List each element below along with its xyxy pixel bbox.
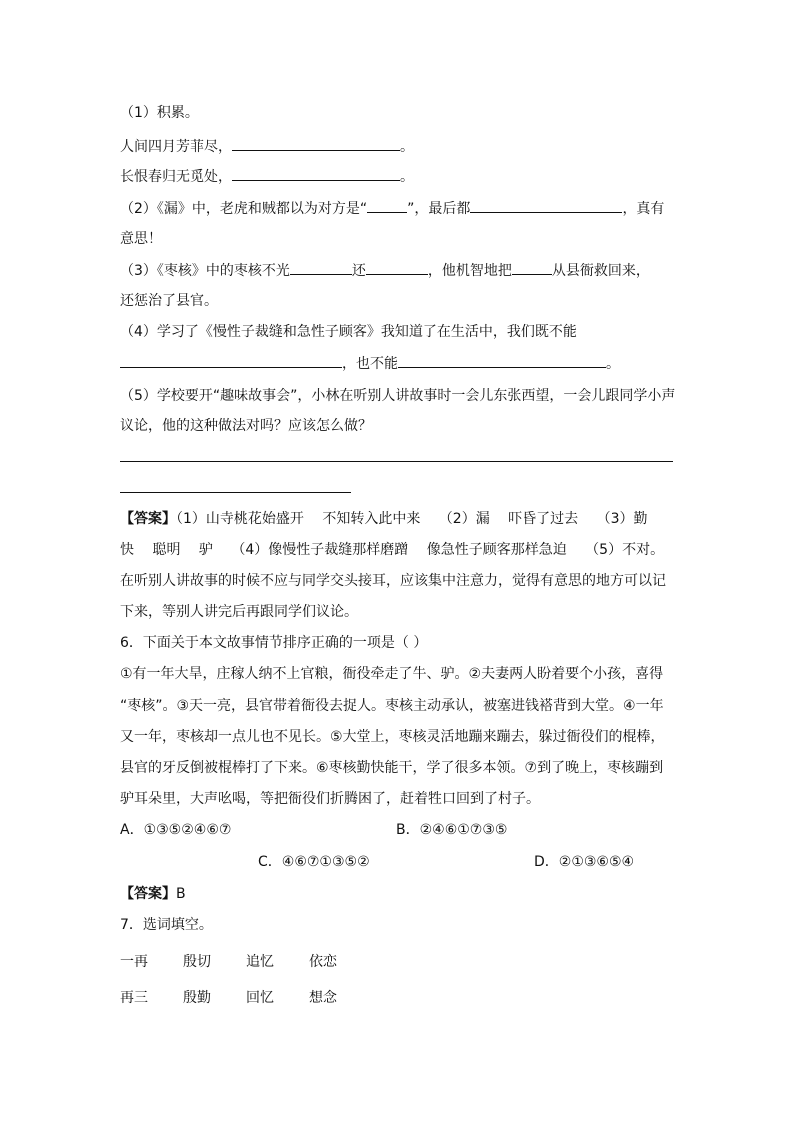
answer5-line4: 下来，等别人讲完后再跟同学们议论。 <box>120 604 358 620</box>
q6-passage-line4: 县官的牙反倒被棍棒打了下来。⑥枣核勤快能干，学了很多本领。⑦到了晚上，枣核蹦到 <box>120 760 664 776</box>
fill-blank[interactable] <box>120 353 342 368</box>
answer5-line1 <box>120 509 648 529</box>
q6-option-c[interactable]: C．④⑥⑦①③⑤② <box>258 854 370 870</box>
fill-blank[interactable] <box>470 198 622 213</box>
answer-line-long[interactable] <box>120 461 673 462</box>
q5-part4-line2 <box>120 353 620 374</box>
poem-line2-end: 。 <box>400 169 414 185</box>
poem-line1-end: 。 <box>400 139 414 155</box>
q6-answer-value: B <box>176 886 186 902</box>
q5-part1-line2 <box>120 166 414 187</box>
q5-part1-label: （1）积累。 <box>120 105 199 121</box>
q5-part3-line1 <box>120 260 650 281</box>
answer-label: 【答案】 <box>120 886 176 902</box>
q5-part5-line2: 议论，他的这种做法对吗？应该怎么做？ <box>120 418 372 434</box>
q5-part3-line2: 还惩治了县官。 <box>120 293 218 309</box>
q7-word: 回忆 <box>246 990 274 1006</box>
q6-passage-line1: ①有一年大旱，庄稼人纳不上官粮，衙役牵走了牛、驴。②夫妻两人盼着要个小孩，喜得 <box>120 666 664 682</box>
q7-word: 殷切 <box>183 954 211 970</box>
q5-part4-line1: （4）学习了《慢性子裁缝和急性子顾客》我知道了在生活中，我们既不能 <box>120 324 577 340</box>
q7-word: 殷勤 <box>183 990 211 1006</box>
q5-part1-line1 <box>120 136 414 157</box>
q5-part3-text-a: （3）《枣核》中的枣核不光 <box>120 263 290 279</box>
fill-blank[interactable] <box>290 260 352 275</box>
q7-word: 再三 <box>120 990 148 1006</box>
q5-part2-line2: 意思！ <box>120 231 162 247</box>
q7-word: 一再 <box>120 954 148 970</box>
fill-blank[interactable] <box>366 260 428 275</box>
q6-stem: 6．下面关于本文故事情节排序正确的一项是（ ） <box>120 635 428 651</box>
q6-passage-line2: “枣核”。③天一亮，县官带着衙役去捉人。枣核主动承认，被塞进钱褡背到大堂。④一年 <box>120 698 664 714</box>
q6-option-d[interactable]: D．②①③⑥⑤④ <box>534 854 635 870</box>
q7-word: 依恋 <box>309 954 337 970</box>
fill-blank[interactable] <box>398 353 606 368</box>
q5-part5-line1: （5）学校要开“趣味故事会”，小林在听别人讲故事时一会儿东张西望，一会儿跟同学小声 <box>120 388 676 404</box>
q5-part2-text-a: （2）《漏》中，老虎和贼都以为对方是“ <box>120 201 368 217</box>
q6-option-a[interactable]: A．①③⑤②④⑥⑦ <box>120 822 232 838</box>
answer5-text-1: （1）山寺桃花始盛开 不知转入此中来 （2）漏 吓昏了过去 （3）勤 <box>176 511 648 527</box>
q6-option-b[interactable]: B．②④⑥①⑦③⑤ <box>396 822 508 838</box>
q6-answer <box>120 884 186 904</box>
answer-label: 【答案】 <box>120 511 176 527</box>
q7-word: 想念 <box>309 990 337 1006</box>
answer-line-short[interactable] <box>120 492 351 493</box>
poem-line1-start: 人间四月芳菲尽， <box>120 139 232 155</box>
answer5-line3: 在听别人讲故事的时候不应与同学交头接耳，应该集中注意力，觉得有意思的地方可以记 <box>120 573 666 589</box>
fill-blank[interactable] <box>232 166 400 181</box>
fill-blank[interactable] <box>367 198 407 213</box>
fill-blank[interactable] <box>512 260 552 275</box>
q6-passage-line5: 驴耳朵里，大声吆喝，等把衙役们折腾困了，赶着牲口回到了村子。 <box>120 791 540 807</box>
q7-stem: 7．选词填空。 <box>120 917 213 933</box>
fill-blank[interactable] <box>232 136 400 151</box>
q5-part3-text-c: ，他机智地把 <box>427 263 512 279</box>
q5-part2-text-c: ，真有 <box>622 201 665 217</box>
q5-part2-text-b: ”，最后都 <box>407 201 471 217</box>
q5-part4-text-c: 。 <box>606 356 620 372</box>
answer5-line2: 快 聪明 驴 （4）像慢性子裁缝那样磨蹭 像急性子顾客那样急迫 （5）不对。 <box>120 542 665 558</box>
q5-part3-text-b: 还 <box>351 263 366 279</box>
poem-line2-start: 长恨春归无觅处， <box>120 169 232 185</box>
q6-passage-line3: 又一年，枣核却一点儿也不见长。⑤大堂上，枣核灵活地蹦来蹦去，躲过衙役们的棍棒， <box>120 729 665 745</box>
q5-part2-line1 <box>120 198 664 219</box>
q5-part3-text-d: 从县衙救回来， <box>551 263 650 279</box>
q7-word: 追忆 <box>246 954 274 970</box>
q5-part4-text-b: ，也不能 <box>342 356 398 372</box>
